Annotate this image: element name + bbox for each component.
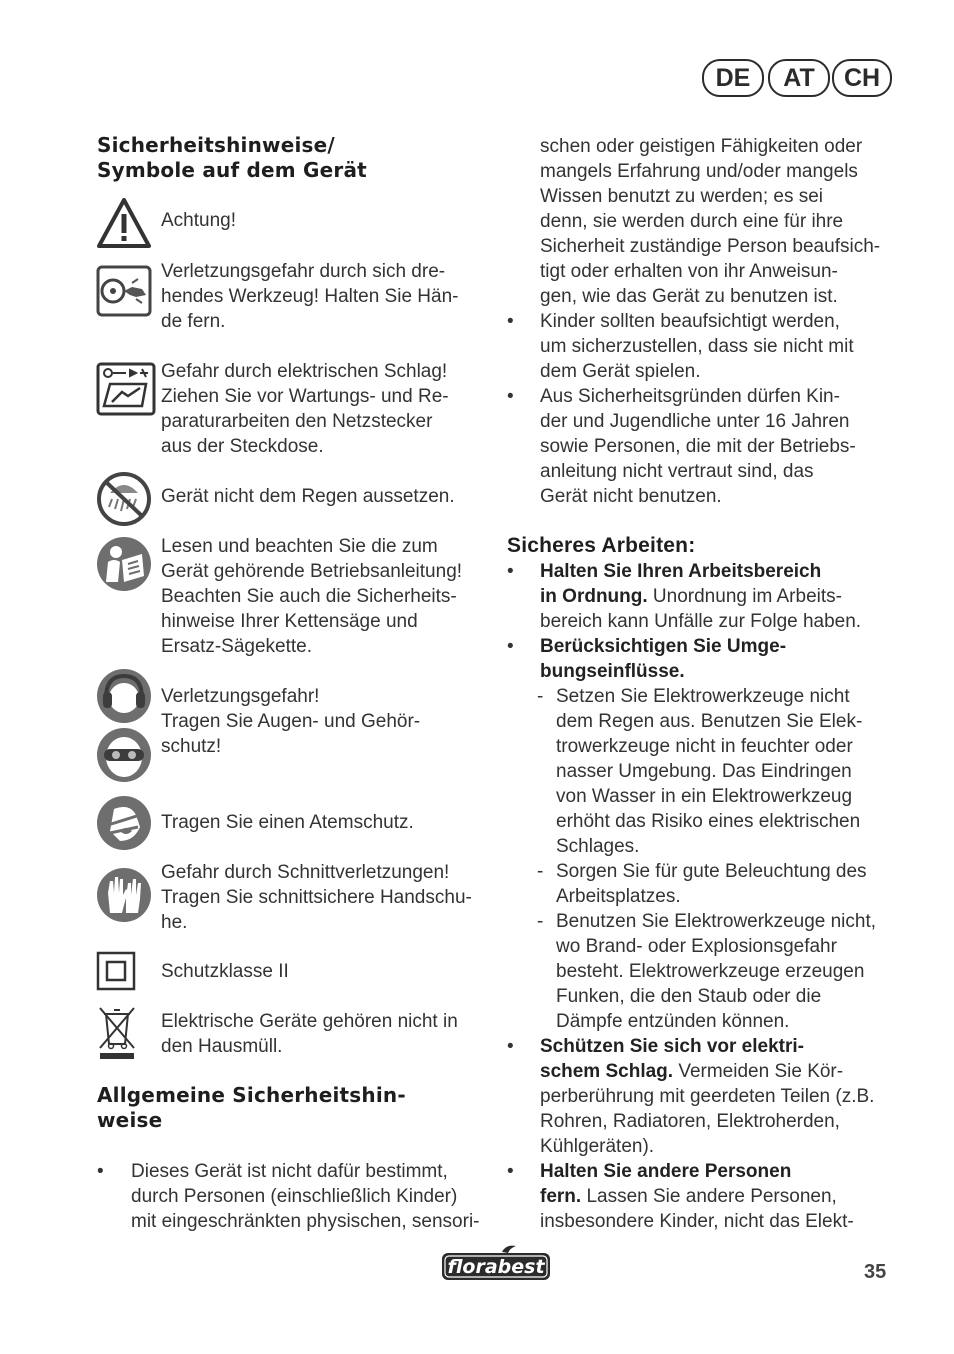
weee-bin-icon [96,1004,138,1060]
section-title: Sicherheitshinweise/ Symbole auf dem Gerät [97,133,367,182]
bullet: • [97,1161,104,1182]
general-safety-text: Dieses Gerät ist nicht dafür bestimmt, durch Personen (einschließlich Kinder) mit eingeschränkten physischen, sensori- [131,1161,480,1232]
florabest-logo [440,1244,552,1282]
respirator-icon [96,795,152,851]
symbol-text-weee: Elektrische Geräte gehören nicht in den Hausmüll. [161,1011,458,1057]
work-area-text: Halten Sie Ihren Arbeitsbereich in Ordnung. Unordnung im Arbeits- bereich kann Unfälle zur Folge haben. [540,561,862,632]
children-supervision-text: Kinder sollten beaufsichtigt werden, um sicherzustellen, dass sie nicht mit dem Gerät spielen. [540,311,854,382]
bullet: • [507,1036,514,1057]
bullet: • [507,311,514,332]
bullet: • [507,636,514,657]
dash: - [537,861,544,882]
symbol-text-protection-class: Schutzklasse II [161,961,289,982]
protection-class-ii-icon [96,951,136,991]
ear-protection-icon [96,668,152,724]
page-number: 35 [864,1261,887,1283]
general-safety-title: Allgemeine Sicherheitshin- weise [97,1083,406,1132]
symbol-text-respirator: Tragen Sie einen Atemschutz. [161,812,414,833]
lang-badge-de: DE [702,59,764,97]
rotating-tool-icon [96,265,152,317]
bullet: • [507,386,514,407]
symbol-text-gloves: Gefahr durch Schnittverletzungen! Tragen Sie schnittsichere Handschu- he. [161,862,472,933]
eye-protection-icon [96,727,152,783]
svg-text:florabest: florabest [447,1256,545,1278]
electric-shock-text: Schützen Sie sich vor elektri- schem Schlag. Vermeiden Sie Kör- perberührung mit geerdeten Teilen (z.B. Rohren, Radiatoren, Elektroherden, Kühlgeräten). [540,1036,875,1157]
other-persons-text: Halten Sie andere Personen fern. Lassen Sie andere Personen, insbesondere Kinder, nicht das Elekt- [540,1161,854,1232]
unplug-manual-icon [96,362,156,416]
lang-badge-ch: CH [832,59,892,97]
rain-warning-text: Setzen Sie Elektrowerkzeuge nicht dem Regen aus. Benutzen Sie Elek- trowerkzeuge nicht in feuchter oder nasser Umgebung. Das Eindringen von Wasser in ein Elektrowerkzeug erhöht das Risiko eines elektrischen Schlages. [556,686,863,857]
symbol-text-attention: Achtung! [161,210,236,231]
explosion-text: Benutzen Sie Elektrowerkzeuge nicht, wo Brand- oder Explosionsgefahr besteht. Elektrowerkzeuge erzeugen Funken, die den Staub oder die Dämpfe entzünden können. [556,911,877,1032]
symbol-text-no-rain: Gerät nicht dem Regen aussetzen. [161,486,455,507]
symbol-text-electric-shock: Gefahr durch elektrischen Schlag! Ziehen Sie vor Wartungs- und Re- paraturarbeiten den Netzstecker aus der Steckdose. [161,361,449,457]
dash: - [537,911,544,932]
age-restriction-text: Aus Sicherheitsgründen dürfen Kin- der und Jugendliche unter 16 Jahren sowie Personen, die mit der Betriebs- anleitung nicht vertraut sind, das Gerät nicht benutzen. [540,386,856,507]
no-rain-icon [96,471,152,527]
warning-triangle-icon [96,197,152,249]
read-manual-icon [96,536,152,592]
lighting-text: Sorgen Sie für gute Beleuchtung des Arbeitsplatzes. [556,861,867,907]
dash: - [537,686,544,707]
environment-heading: Berücksichtigen Sie Umge- bungseinflüsse. [540,636,787,682]
continued-text: schen oder geistigen Fähigkeiten oder mangels Erfahrung und/oder mangels Wissen benutzt zu werden; es sei denn, sie werden durch eine für ihre Sicherheit zuständige Person beaufsich- tigt oder erhalten von ihr Anweisun- gen, wie das Gerät zu benutzen ist. [540,136,881,307]
symbol-text-rotating-tool: Verletzungsgefahr durch sich dre- hendes Werkzeug! Halten Sie Hän- de fern. [161,261,459,332]
bullet: • [507,1161,514,1182]
safe-work-title: Sicheres Arbeiten: [507,534,696,557]
bullet: • [507,561,514,582]
lang-badge-at: AT [768,59,830,97]
symbol-text-read-manual: Lesen und beachten Sie die zum Gerät gehörende Betriebsanleitung! Beachten Sie auch die Sicherheits- hinweise Ihrer Kettensäge und Ersatz-Sägekette. [161,536,463,657]
gloves-icon [96,867,152,923]
symbol-text-ear-eye-protection: Verletzungsgefahr! Tragen Sie Augen- und Gehör- schutz! [161,686,421,757]
